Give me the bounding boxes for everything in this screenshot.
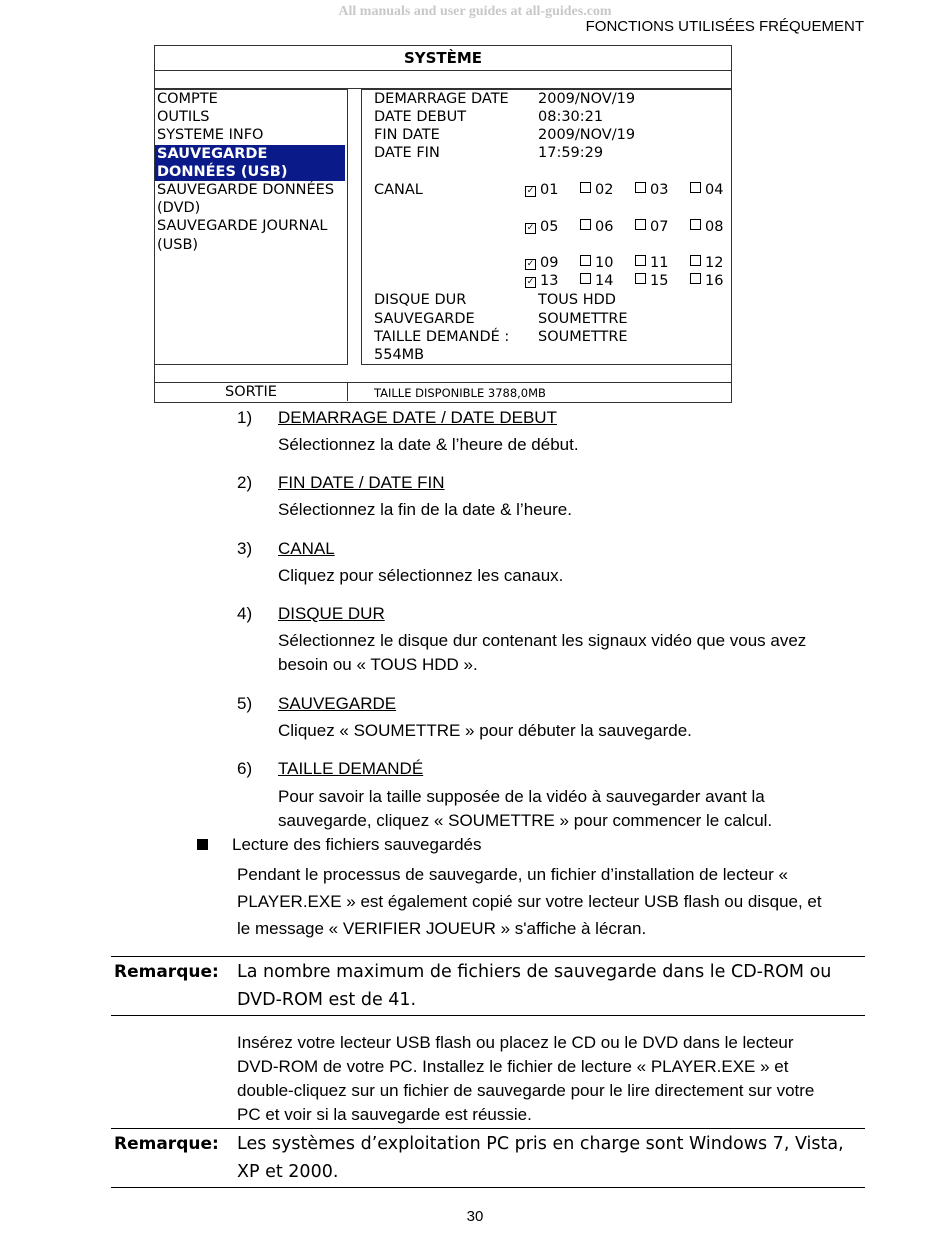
channel-label: CANAL (374, 182, 423, 198)
end-time-value[interactable]: 17:59:29 (538, 145, 604, 161)
unchecked-box-icon (635, 219, 646, 230)
step-5-title: SAUVEGARDE (278, 694, 397, 713)
step-1-text: Sélectionnez la date & l’heure de début. (278, 435, 579, 454)
unchecked-box-icon (635, 255, 646, 266)
system-dialog (154, 45, 732, 403)
menu-item-backup-usb-line1: SAUVEGARDE (157, 145, 268, 162)
channel-number: 11 (650, 255, 669, 271)
divider (111, 1128, 865, 1129)
step-1-number: 1) (237, 408, 253, 427)
unchecked-box-icon (580, 182, 591, 193)
watermark: All manuals and user guides at all-guides.com (338, 4, 612, 19)
channel-number: 05 (540, 219, 559, 235)
hdd-value[interactable]: TOUS HDD (538, 292, 616, 308)
page-header: FONCTIONS UTILISÉES FRÉQUEMENT (585, 18, 864, 35)
para-line4: PC et voir si la sauvegarde est réussie. (237, 1105, 532, 1124)
channel-number: 13 (540, 273, 559, 289)
start-time-value[interactable]: 08:30:21 (538, 109, 604, 125)
para-line2: DVD-ROM de votre PC. Installez le fichier de lecture « PLAYER.EXE » et (237, 1057, 789, 1076)
unchecked-box-icon (580, 273, 591, 284)
menu-item-backup-dvd-line1: SAUVEGARDE DONNÉES (157, 182, 335, 199)
channel-checkbox-13[interactable] (525, 272, 558, 290)
divider (111, 1015, 865, 1016)
backup-submit[interactable]: SOUMETTRE (538, 311, 628, 327)
channel-number: 02 (595, 182, 614, 198)
size-result: 554MB (374, 347, 425, 363)
menu-item-log-usb-line2: (USB) (157, 236, 199, 253)
step-4-text-line2: besoin ou « TOUS HDD ». (278, 655, 478, 674)
menu-item-log-usb[interactable] (155, 217, 347, 253)
channel-number: 07 (650, 219, 669, 235)
start-time-label: DATE DEBUT (374, 109, 467, 125)
unchecked-box-icon (635, 273, 646, 284)
note-1-line1: La nombre maximum de fichiers de sauvegarde dans le CD-ROM ou (237, 962, 832, 982)
unchecked-box-icon (580, 255, 591, 266)
bullet-text-line2: PLAYER.EXE » est également copié sur votre lecteur USB flash ou disque, et (237, 892, 822, 911)
step-4-number: 4) (237, 604, 253, 623)
exit-button[interactable]: SORTIE (155, 383, 348, 401)
unchecked-box-icon (690, 255, 701, 266)
para-line1: Insérez votre lecteur USB flash ou placez le CD ou le DVD dans le lecteur (237, 1033, 794, 1052)
page-number: 30 (466, 1208, 484, 1225)
channel-checkbox-07[interactable] (635, 218, 668, 236)
channel-number: 06 (595, 219, 614, 235)
menu-item-log-usb-line1: SAUVEGARDE JOURNAL (157, 218, 328, 235)
channel-checkbox-04[interactable] (690, 181, 723, 199)
channel-number: 12 (705, 255, 724, 271)
channel-checkbox-09[interactable] (525, 254, 558, 272)
unchecked-box-icon (690, 182, 701, 193)
divider (111, 1187, 865, 1188)
step-6-number: 6) (237, 759, 253, 778)
dialog-divider (155, 70, 731, 89)
step-2-title: FIN DATE / DATE FIN (278, 473, 445, 492)
step-4-text-line1: Sélectionnez le disque dur contenant les signaux vidéo que vous avez (278, 631, 807, 650)
menu-item-backup-dvd-line2: (DVD) (157, 200, 201, 217)
step-5-text: Cliquez « SOUMETTRE » pour débuter la sauvegarde. (278, 721, 692, 740)
checked-box-icon: ✓ (526, 259, 535, 269)
size-submit[interactable]: SOUMETTRE (538, 329, 628, 345)
channel-number: 08 (705, 219, 724, 235)
step-2-text: Sélectionnez la fin de la date & l’heure. (278, 500, 572, 519)
step-6-title: TAILLE DEMANDÉ (278, 759, 424, 778)
step-3-text: Cliquez pour sélectionnez les canaux. (278, 566, 564, 585)
note-2-label: Remarque: (114, 1134, 219, 1154)
channel-checkbox-05[interactable] (525, 218, 558, 236)
backup-label: SAUVEGARDE (374, 311, 475, 327)
channel-checkbox-03[interactable] (635, 181, 668, 199)
bullet-title: Lecture des fichiers sauvegardés (232, 835, 482, 854)
channel-number: 01 (540, 182, 559, 198)
start-date-value[interactable]: 2009/NOV/19 (538, 91, 636, 107)
channel-number: 16 (705, 273, 724, 289)
menu-item-backup-usb-line2: DONNÉES (USB) (157, 163, 288, 180)
menu-item-compte[interactable]: COMPTE (157, 91, 218, 107)
square-bullet-icon (197, 839, 208, 850)
system-menu (155, 89, 348, 365)
unchecked-box-icon (580, 219, 591, 230)
step-6-text-line1: Pour savoir la taille supposée de la vidéo à sauvegarder avant la (278, 787, 765, 806)
step-6-text-line2: sauvegarde, cliquez « SOUMETTRE » pour commencer le calcul. (278, 811, 773, 830)
note-1-line2: DVD-ROM est de 41. (237, 990, 417, 1010)
channel-checkbox-15[interactable] (635, 272, 668, 290)
checked-box-icon: ✓ (526, 223, 535, 233)
start-date-label: DEMARRAGE DATE (374, 91, 509, 107)
step-1-title: DEMARRAGE DATE / DATE DEBUT (278, 408, 557, 427)
channel-checkbox-12[interactable] (690, 254, 723, 272)
size-label: TAILLE DEMANDÉ : (374, 329, 510, 345)
menu-item-backup-usb[interactable] (155, 145, 345, 181)
note-2-line1: Les systèmes d’exploitation PC pris en charge sont Windows 7, Vista, (237, 1134, 844, 1154)
end-date-label: FIN DATE (374, 127, 440, 143)
available-size: TAILLE DISPONIBLE 3788,0MB (374, 386, 546, 400)
checked-box-icon: ✓ (526, 277, 535, 287)
channel-number: 03 (650, 182, 669, 198)
dialog-title: SYSTÈME (155, 46, 731, 71)
step-5-number: 5) (237, 694, 253, 713)
unchecked-box-icon (690, 219, 701, 230)
channel-checkbox-14[interactable] (580, 272, 613, 290)
para-line3: double-cliquez sur un fichier de sauvegarde pour le lire directement sur votre (237, 1081, 815, 1100)
channel-number: 10 (595, 255, 614, 271)
channel-checkbox-06[interactable] (580, 218, 613, 236)
channel-checkbox-11[interactable] (635, 254, 668, 272)
menu-item-backup-dvd[interactable] (155, 181, 347, 217)
step-3-number: 3) (237, 539, 253, 558)
step-3-title: CANAL (278, 539, 335, 558)
divider (111, 956, 865, 957)
channel-checkbox-10[interactable] (580, 254, 613, 272)
hdd-label: DISQUE DUR (374, 292, 467, 308)
end-time-label: DATE FIN (374, 145, 440, 161)
dialog-footer-divider (155, 364, 731, 383)
channel-number: 09 (540, 255, 559, 271)
checked-box-icon: ✓ (526, 186, 535, 196)
step-4-title: DISQUE DUR (278, 604, 385, 623)
bullet-text-line1: Pendant le processus de sauvegarde, un fichier d’installation de lecteur « (237, 865, 788, 884)
channel-number: 04 (705, 182, 724, 198)
channel-number: 14 (595, 273, 614, 289)
channel-checkbox-16[interactable] (690, 272, 723, 290)
backup-panel (361, 89, 731, 365)
menu-item-outils[interactable]: OUTILS (157, 109, 210, 126)
step-2-number: 2) (237, 473, 253, 492)
menu-item-systeme-info[interactable]: SYSTEME INFO (157, 127, 264, 144)
channel-checkbox-02[interactable] (580, 181, 613, 199)
unchecked-box-icon (635, 182, 646, 193)
note-2-line2: XP et 2000. (237, 1162, 339, 1182)
channel-number: 15 (650, 273, 669, 289)
note-1-label: Remarque: (114, 962, 219, 982)
channel-checkbox-01[interactable] (525, 181, 558, 199)
bullet-text-line3: le message « VERIFIER JOUEUR » s'affiche à lécran. (237, 919, 647, 938)
channel-checkbox-08[interactable] (690, 218, 723, 236)
unchecked-box-icon (690, 273, 701, 284)
end-date-value[interactable]: 2009/NOV/19 (538, 127, 636, 143)
